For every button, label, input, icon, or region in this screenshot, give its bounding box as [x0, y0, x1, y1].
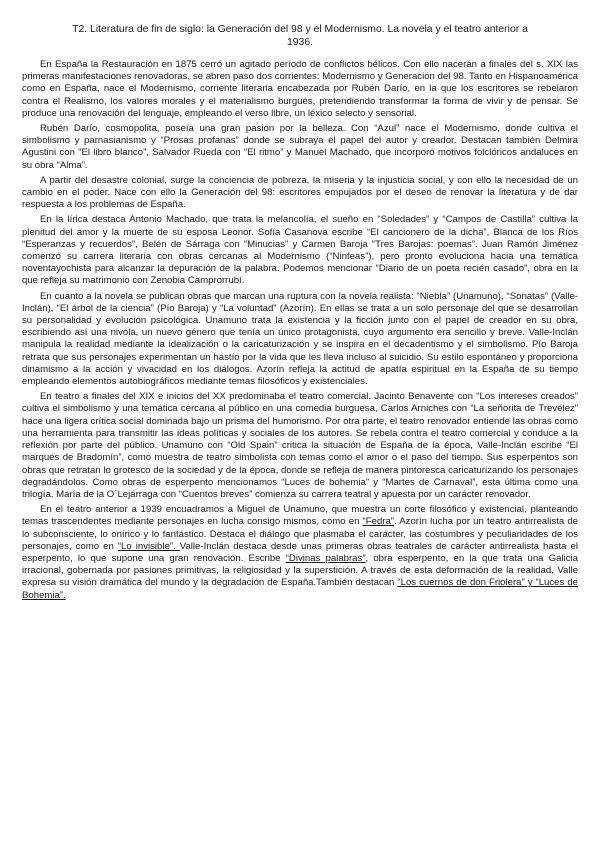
paragraph-text: En la lírica destaca Antonio Machado, que trata la melancolía, el sueño en “Soledades” y “Campos de Castilla” cultiva la plenitud del amor y la muerte de su esposa Leonor. Sofía Casanova escribe “El cancionero de la dicha”, Blanca de los Ríos “Esperanzas y recuerdos”, Belén de Sárraga con “Minucias” y Carmen Baroja “Tres Barojas: poemas”. Juan Ramón Jiménez comenzó su carrera literaria con obras cercanas al Modernismo (“Ninfeas”), pero pronto evoluciona hacia una temática noventayochista para alcanzar la depuración de la palabra. Podemos mencionar “Diario de un poeta recién casado”, obra en la que refleja su matrimonio con Zenobia Camprorrubí.	[22, 214, 578, 287]
paragraph-6	[22, 391, 578, 501]
paragraph-2	[22, 123, 578, 172]
document-title: T2. Literatura de fin de siglo: la Generación del 98 y el Modernismo. La novela y el teatro anterior a 1936.	[72, 24, 528, 48]
paragraph-3	[22, 175, 578, 212]
paragraph-text: Rubén Darío, cosmopolita, poseía una gran pasión por la belleza. Con “Azul” nace el Modernismo, donde cultiva el simbolismo y parnasianismo y “Prosas profanas” donde se subraya el papel del autor y creador. Destacan también Delmira Agustini con “El libro blanco”, Salvador Rueda con “El ritmo” y Manuel Machado, que incorporó motivos folclóricos andaluces en su obra “Alma”.	[22, 123, 578, 171]
paragraph-text: En el teatro anterior a 1939 encuadramos a Miguel de Unamuno, que muestra un corte filosófico y existencial, planteando temas trascendentes mediante personajes en lucha consigo mismos, como en	[22, 504, 578, 528]
underlined-title: “Fedra”	[362, 516, 394, 528]
underlined-title: “Lo invisible”.	[117, 540, 180, 552]
paragraph-text: En cuanto a la novela se publican obras que marcan una ruptura con la novela realista: “Niebla” (Unamuno), “Sonatas” (Valle-Inclán), “El árbol de la ciencia” (Pío Baroja) y “La voluntad” (Azorín). En ellas se trata a un solo personaje del que se desarrollan su personalidad y evolución psicológica. Unamuno trata la existencia y la ficción junto con el papel de creador en su obra, escribiendo así una nivola, un nuevo género que tenía un único protagonista, cuyo argumento era sencillo y breve. Valle-Inclán manipula la realidad mediante la idealización o la caricaturización y se inspira en el decadentismo y el simbolismo. Pío Baroja retrata que sus personajes experimentan un hastío por la vida que les lleva incluso al suicidio. Su estilo espontáneo y proporciona dinamismo a la acción y vivacidad en los diálogos. Azorín refleja la actitud de apatía espiritual en la España de su tiempo empleando elementos autobiográficos mediante temas filosóficos y existenciales.	[22, 290, 578, 388]
paragraph-text: , obra esperpento, en la que trata una Galicia irracional, gobernada por pasiones primitivas, la religiosidad y la superstición. A través de esta deformación de la realidad, Valle expresa su visión dramática del mundo y la degradación de España.También destacan	[22, 552, 578, 589]
paragraph-text: A partir del desastre colonial, surge la conciencia de pobreza, la miseria y la injusticia social, y con ello la necesidad de un cambio en el poder. Nace con ello la Generación del 98: escritores empujados por el deseo de renovar la literatura y de dar respuesta a los problemas de España.	[22, 174, 578, 211]
paragraph-4	[22, 214, 578, 287]
paragraph-text: En España la Restauración en 1875 cerró un agitado período de conflictos bélicos. Con ello nacerán a finales del s. XIX las primeras manifestaciones renovadoras, se abren paso dos corrientes: Modernismo y Generación del 98. Tanto en Hispanoamérica como en España, nace el Modernismo, corriente literaria encabezada por Rubén Darío, en la que los escritores se rebelaron contra el Realismo, los valores morales y el materialismo burgués, pretendiendo transformar la forma de vivir y de pensar. Se produce una renovación del lenguaje, empleando el verso libre, un léxico selecto y sensorial.	[22, 59, 578, 119]
document-body	[22, 59, 578, 602]
paragraph-5	[22, 291, 578, 389]
paragraph-text: Valle-Inclán destaca desde unas primeras obras teatrales de carácter antirrealista hasta el esperpento, lo que supone una gran renovación. Escribe	[22, 540, 579, 564]
paragraph-text: . Azorín lucha por un teatro antirrealista de lo subconsciente, lo onírico y lo fantástico. Destaca el diálogo que plasmaba el carácter, las costumbres y peculiaridades de los personajes, como en	[22, 516, 578, 552]
paragraph-7	[22, 504, 578, 602]
underlined-title: “Divinas palabras”	[285, 552, 366, 564]
paragraph-text: En teatro a finales del XIX e inicios del XX predominaba el teatro comercial. Jacinto Benavente con “Los intereses creados” cultiva el simbolismo y una temática cercana al público en una comedia burguesa, Carlos Arniches con “La señorita de Trevélez” hace una ligera crítica social dominada bajo un prisma del humorismo. Por otra parte, el teatro renovador entiende las obras como una herramienta para transmitir las ideas políticas y sociales de los autores. Se rebela contra el teatro comercial y conduce a la reflexión por parte del público. Unamuno con “Old Spain” critica la situación de España de la época, Valle-Inclán escribe “El marqués de Bradomín”, como muestra de teatro simbolista con temas como el amor o el paso del tiempo. Sus esperpentos son obras que retratan lo grotesco de la sociedad y de la época, donde se refleja de manera pintoresca caricaturizando los personajes degradándolos. Como obras de esperpento mencionamos “Luces de bohemia” y “Martes de Carnaval”, esta última como una trilogía. María de la O´Lejárraga con “Cuentos breves” comienza su carrera teatral y apuesta por un carácter renovador.	[22, 391, 578, 500]
paragraph-1	[22, 59, 578, 120]
underlined-title: “Los cuernos de don Friolera” y “Luces de Bohemia”.	[22, 577, 578, 601]
